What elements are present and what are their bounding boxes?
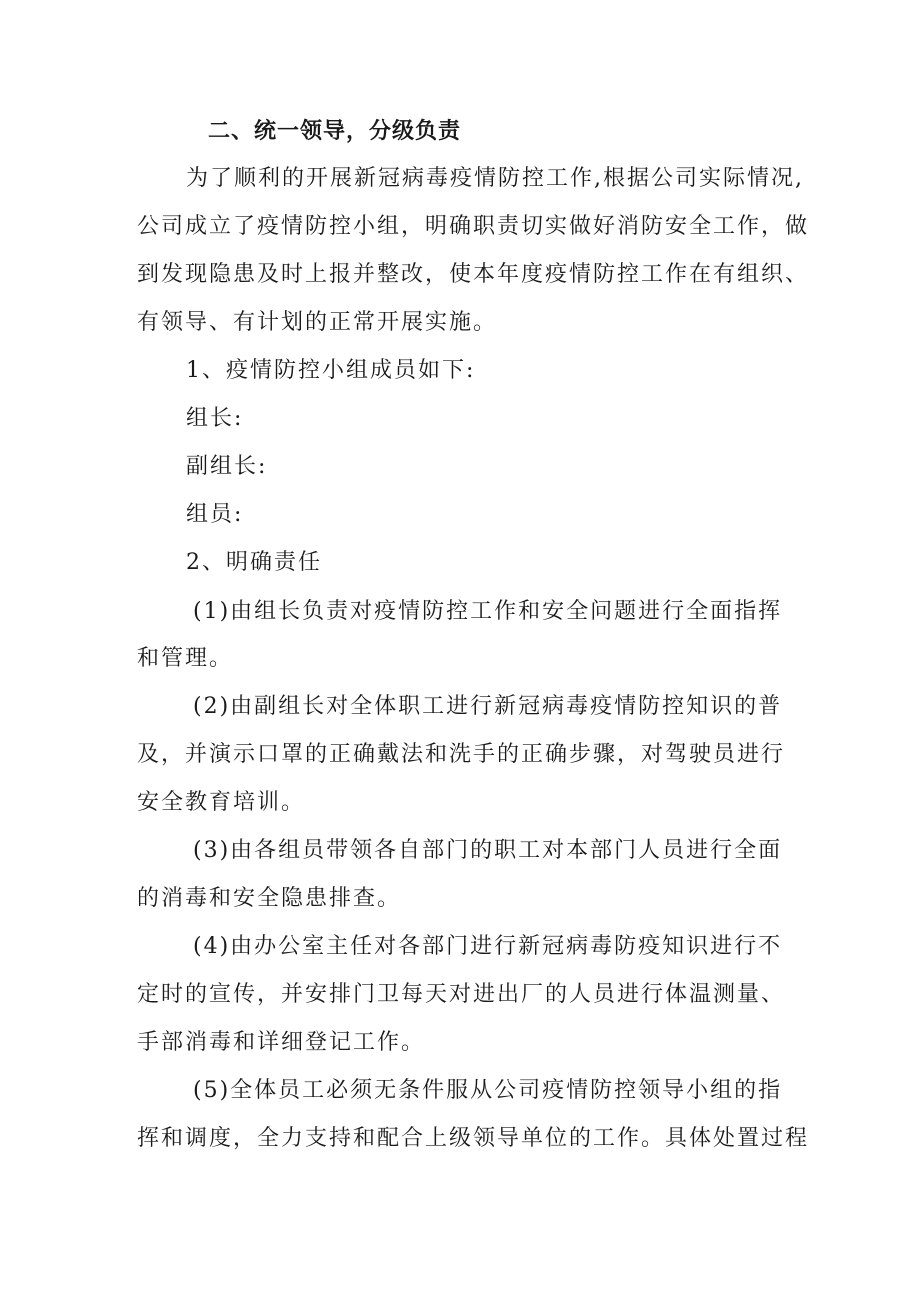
item-4-line-3: 手部消毒和详细登记工作。 [137, 1030, 426, 1055]
item-2-line-3: 安全教育培训。 [137, 790, 306, 815]
leader-label: 组长: [186, 406, 244, 431]
item-3-line-2: 的消毒和安全隐患排查。 [137, 886, 402, 911]
section-2-title: 2、明确责任 [186, 550, 322, 575]
section-heading: 二、统一领导，分级负责 [208, 118, 462, 144]
intro-line-1: 为了顺利的开展新冠病毒疫情防控工作,根据公司实际情况, [186, 166, 804, 191]
item-3-line-1: (3)由各组员带领各自部门的职工对本部门人员进行全面 [193, 838, 783, 863]
item-2-line-1: (2)由副组长对全体职工进行新冠病毒疫情防控知识的普 [193, 694, 783, 719]
item-5-line-1: (5)全体员工必须无条件服从公司疫情防控领导小组的指 [193, 1078, 783, 1103]
section-1-title: 1、疫情防控小组成员如下: [186, 358, 476, 383]
deputy-leader-label: 副组长: [186, 454, 268, 479]
member-label: 组员: [186, 502, 244, 527]
item-4-line-1: (4)由办公室主任对各部门进行新冠病毒防疫知识进行不 [193, 934, 783, 959]
intro-line-4: 有领导、有计划的正常开展实施。 [137, 310, 498, 335]
intro-line-2: 公司成立了疫情防控小组，明确职责切实做好消防安全工作，做 [137, 214, 810, 239]
item-4-line-2: 定时的宣传，并安排门卫每天对进出厂的人员进行体温测量、 [137, 982, 786, 1007]
item-1-line-2: 和管理。 [137, 646, 234, 671]
intro-line-3: 到发现隐患及时上报并整改，使本年度疫情防控工作在有组织、 [137, 262, 810, 287]
item-5-line-2: 挥和调度，全力支持和配合上级领导单位的工作。具体处置过程 [137, 1126, 810, 1151]
item-2-line-2: 及，并演示口罩的正确戴法和洗手的正确步骤，对驾驶员进行 [137, 742, 786, 767]
item-1-line-1: (1)由组长负责对疫情防控工作和安全问题进行全面指挥 [193, 599, 783, 624]
